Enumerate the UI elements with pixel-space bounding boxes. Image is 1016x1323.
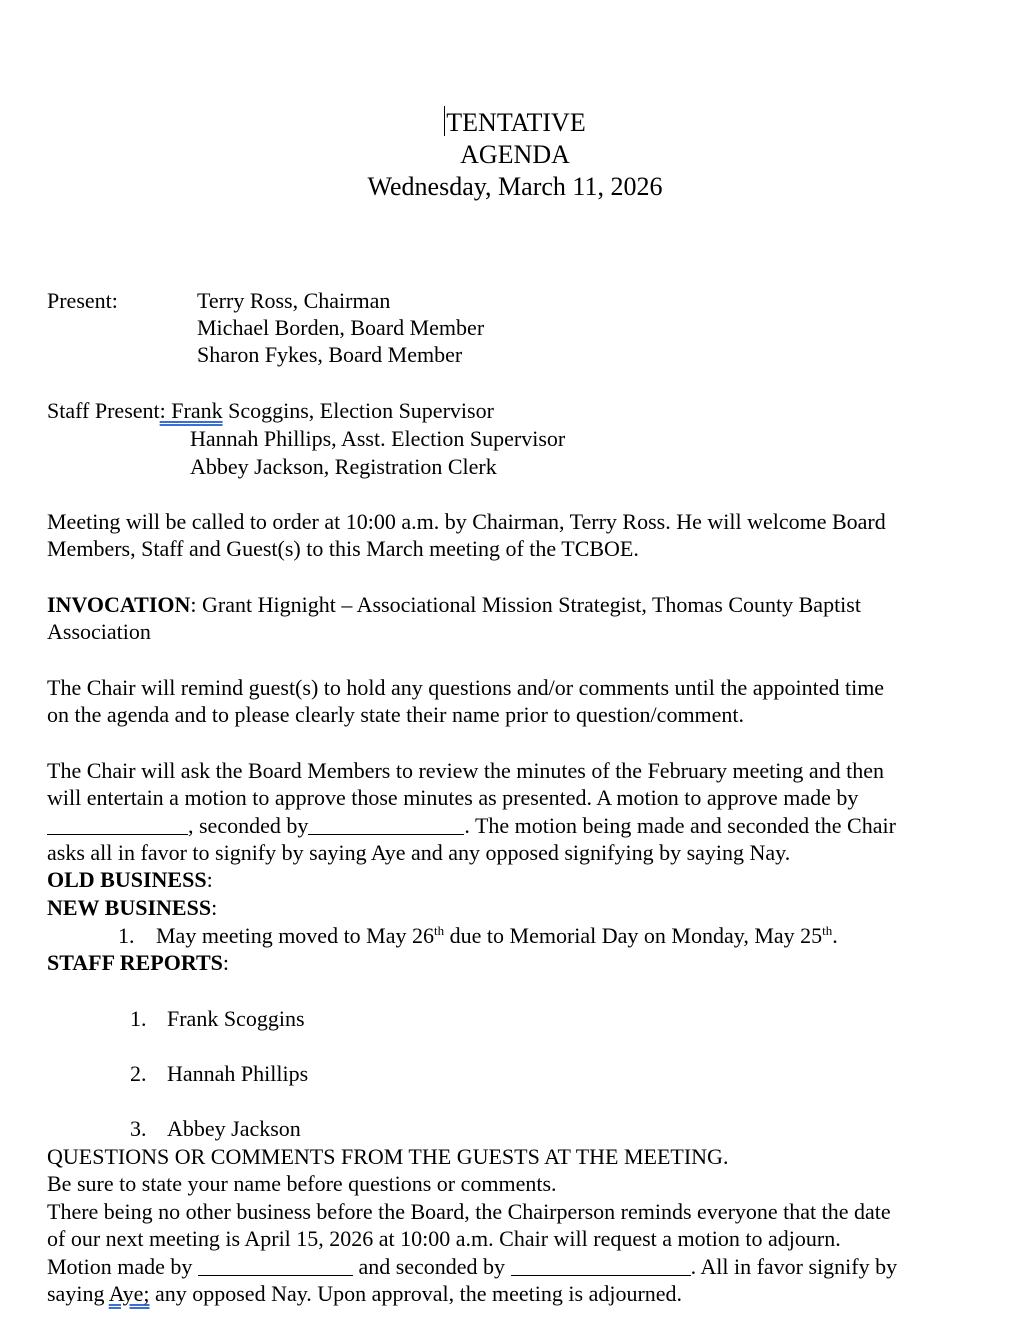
staff-reports-heading — [47, 949, 229, 976]
minutes-line: asks all in favor to signify by saying Aye and any opposed signifying by saying Nay. — [47, 840, 791, 865]
present-member: Terry Ross, Chairman — [197, 288, 391, 313]
call-to-order-line: Members, Staff and Guest(s) to this March meeting of the TCBOE. — [47, 536, 639, 561]
staff-report-number: 2. — [130, 1061, 147, 1086]
closing-text: Motion made by — [47, 1254, 198, 1279]
staff-report-item: Abbey Jackson — [167, 1116, 301, 1141]
item-text: due to Memorial Day on Monday, May 25 — [444, 923, 823, 948]
closing-line — [47, 1253, 897, 1280]
closing-text: saying — [47, 1281, 109, 1306]
closing-line: There being no other business before the Board, the Chairperson reminds everyone that the date — [47, 1199, 891, 1224]
minutes-line: will entertain a motion to approve those minutes as presented. A motion to approve made by — [47, 785, 859, 810]
motion-made-by-blank[interactable] — [47, 816, 188, 835]
grammar-flagged-text[interactable]: Aye; — [108, 1281, 150, 1306]
staff-report-item: Frank Scoggins — [167, 1006, 305, 1031]
reminder-line: on the agenda and to please clearly state their name prior to question/comment. — [47, 702, 745, 727]
minutes-line — [47, 812, 896, 839]
staff-report-number: 3. — [130, 1116, 147, 1141]
colon: : — [222, 950, 229, 975]
call-to-order-line: Meeting will be called to order at 10:00 a.m. by Chairman, Terry Ross. He will welcome Board — [47, 509, 886, 534]
present-member: Michael Borden, Board Member — [197, 315, 485, 340]
item-text: May meeting moved to May 26 — [156, 923, 435, 948]
closing-text: . All in favor signify by — [690, 1254, 898, 1279]
old-business-label: OLD BUSINESS — [47, 867, 207, 892]
minutes-line: The Chair will ask the Board Members to review the minutes of the February meeting and then — [47, 758, 884, 783]
new-business-heading — [47, 894, 217, 921]
title-tentative — [0, 106, 1016, 139]
invocation-line-2: Association — [47, 619, 151, 644]
adjourn-second-blank[interactable] — [511, 1257, 691, 1276]
invocation-text: : Grant Hignight – Associational Mission Strategist, Thomas County Baptist — [190, 592, 861, 617]
invocation-label: INVOCATION — [47, 592, 191, 617]
staff-member: Abbey Jackson, Registration Clerk — [190, 454, 497, 479]
questions-heading: QUESTIONS OR COMMENTS FROM THE GUESTS AT THE MEETING. — [47, 1144, 729, 1169]
old-business-heading — [47, 866, 213, 893]
new-business-item — [156, 922, 838, 949]
closing-line: of our next meeting is April 15, 2026 at 10:00 a.m. Chair will request a motion to adjourn. — [47, 1226, 841, 1251]
present-member: Sharon Fykes, Board Member — [197, 342, 463, 367]
staff-present-line — [47, 397, 494, 424]
title-agenda: AGENDA — [460, 140, 570, 169]
minutes-text: . The motion being made and seconded the Chair — [464, 813, 896, 838]
present-label: Present: — [47, 288, 118, 313]
reminder-line: The Chair will remind guest(s) to hold any questions and/or comments until the appointed time — [47, 675, 885, 700]
colon: : — [211, 895, 218, 920]
colon: : — [206, 867, 213, 892]
staff-report-item: Hannah Phillips — [167, 1061, 309, 1086]
grammar-flagged-text[interactable]: : Frank — [159, 398, 223, 423]
meeting-date: Wednesday, March 11, 2026 — [367, 172, 663, 201]
staff-member: Scoggins, Election Supervisor — [222, 398, 494, 423]
staff-report-number: 1. — [130, 1006, 147, 1031]
item-text: . — [832, 923, 838, 948]
new-business-item-number: 1. — [118, 923, 135, 948]
seconded-by-blank[interactable] — [308, 816, 464, 835]
closing-line — [47, 1280, 682, 1307]
minutes-text: , seconded by — [188, 813, 309, 838]
closing-text: any opposed Nay. Upon approval, the meeting is adjourned. — [149, 1281, 683, 1306]
adjourn-motion-blank[interactable] — [198, 1257, 353, 1276]
new-business-label: NEW BUSINESS — [47, 895, 212, 920]
invocation-line — [47, 591, 861, 618]
superscript: th — [822, 923, 833, 938]
staff-member: Hannah Phillips, Asst. Election Supervisor — [190, 426, 566, 451]
questions-note: Be sure to state your name before questions or comments. — [47, 1171, 557, 1196]
closing-text: and seconded by — [352, 1254, 511, 1279]
staff-label: Staff Present — [47, 398, 160, 423]
staff-reports-label: STAFF REPORTS — [47, 950, 223, 975]
title-line1: TENTATIVE — [446, 108, 586, 137]
superscript: th — [434, 923, 445, 938]
